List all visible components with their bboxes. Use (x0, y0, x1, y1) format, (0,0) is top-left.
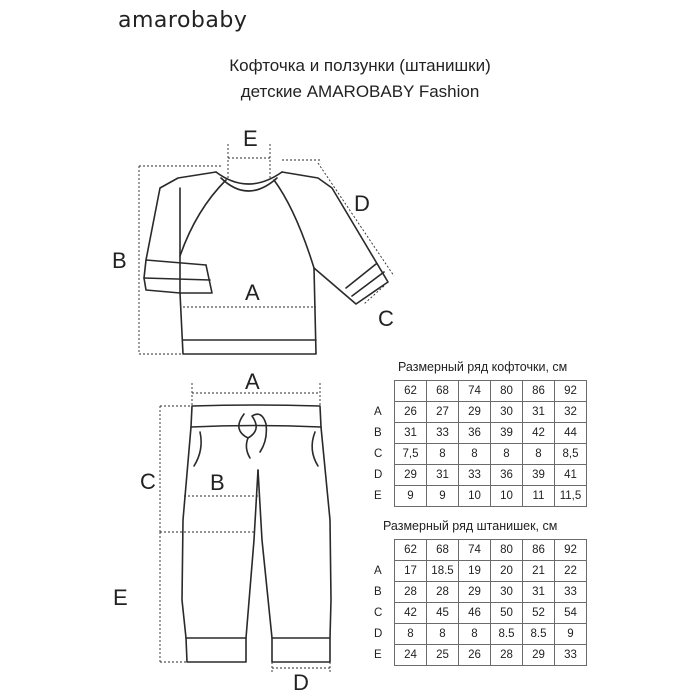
table-row (374, 402, 587, 423)
row-label: E (374, 490, 382, 502)
size-cell: 68 (427, 540, 459, 561)
label-top-E: E (243, 126, 258, 151)
value-cell: 11 (523, 486, 555, 507)
table-row (374, 645, 587, 666)
label-pants-D: D (293, 670, 309, 695)
row-label: D (374, 628, 383, 640)
value-cell: 33 (459, 465, 491, 486)
brand-logo: amarobaby (118, 8, 248, 33)
sweater-outline (144, 172, 388, 354)
value-cell: 10 (459, 486, 491, 507)
value-cell: 8.5 (523, 624, 555, 645)
table-row (374, 561, 587, 582)
row-label: C (374, 607, 383, 619)
value-cell: 8 (459, 624, 491, 645)
value-cell: 33 (555, 645, 587, 666)
size-cell: 62 (395, 540, 427, 561)
pants-table-caption: Размерный ряд штанишек, см (383, 519, 558, 533)
row-label: C (374, 448, 383, 460)
value-cell: 42 (523, 423, 555, 444)
label-pants-B: B (210, 470, 225, 495)
size-cell: 68 (427, 381, 459, 402)
row-label: B (374, 586, 382, 598)
title-line-2: детские AMAROBABY Fashion (240, 82, 480, 101)
value-cell: 21 (523, 561, 555, 582)
row-label: E (374, 649, 382, 661)
value-cell: 26 (459, 645, 491, 666)
size-cell: 92 (555, 381, 587, 402)
label-pants-A: A (245, 369, 260, 394)
pants-size-table (374, 539, 587, 666)
top-table-caption: Размерный ряд кофточки, см (398, 360, 568, 374)
value-cell: 52 (523, 603, 555, 624)
table-row (374, 603, 587, 624)
value-cell: 31 (395, 423, 427, 444)
value-cell: 8 (523, 444, 555, 465)
value-cell: 24 (395, 645, 427, 666)
value-cell: 30 (491, 582, 523, 603)
title-line-1: Кофточка и ползунки (штанишки) (229, 56, 491, 75)
label-top-D: D (354, 191, 370, 216)
table-row (374, 582, 587, 603)
value-cell: 7,5 (395, 444, 427, 465)
value-cell: 19 (459, 561, 491, 582)
size-cell: 92 (555, 540, 587, 561)
value-cell: 31 (523, 402, 555, 423)
value-cell: 29 (395, 465, 427, 486)
value-cell: 9 (427, 486, 459, 507)
size-cell: 62 (395, 381, 427, 402)
value-cell: 33 (427, 423, 459, 444)
table-row (374, 624, 587, 645)
size-cell: 80 (491, 381, 523, 402)
pants-outline (182, 405, 331, 662)
dim-top-D (318, 163, 394, 276)
value-cell: 28 (427, 582, 459, 603)
value-cell: 32 (555, 402, 587, 423)
value-cell: 41 (555, 465, 587, 486)
value-cell: 8 (427, 444, 459, 465)
value-cell: 42 (395, 603, 427, 624)
label-pants-C: C (140, 469, 156, 494)
label-top-B: B (112, 248, 127, 273)
value-cell: 39 (523, 465, 555, 486)
value-cell: 25 (427, 645, 459, 666)
table-row (374, 423, 587, 444)
value-cell: 36 (459, 423, 491, 444)
value-cell: 29 (459, 582, 491, 603)
value-cell: 8,5 (555, 444, 587, 465)
value-cell: 10 (491, 486, 523, 507)
value-cell: 44 (555, 423, 587, 444)
table-header-row (374, 381, 587, 402)
value-cell: 28 (491, 645, 523, 666)
value-cell: 22 (555, 561, 587, 582)
value-cell: 45 (427, 603, 459, 624)
value-cell: 17 (395, 561, 427, 582)
row-label: A (374, 565, 382, 577)
value-cell: 36 (491, 465, 523, 486)
row-label: A (374, 406, 382, 418)
top-size-table (374, 380, 587, 507)
value-cell: 8 (427, 624, 459, 645)
value-cell: 11,5 (555, 486, 587, 507)
value-cell: 31 (427, 465, 459, 486)
value-cell: 31 (523, 582, 555, 603)
size-cell: 86 (523, 381, 555, 402)
table-row (374, 465, 587, 486)
table-row (374, 486, 587, 507)
value-cell: 29 (459, 402, 491, 423)
value-cell: 18.5 (427, 561, 459, 582)
value-cell: 28 (395, 582, 427, 603)
label-top-A: A (245, 280, 260, 305)
value-cell: 8 (491, 444, 523, 465)
table-row (374, 444, 587, 465)
dim-top-C (364, 286, 384, 304)
row-label: D (374, 469, 383, 481)
label-top-C: C (378, 306, 394, 331)
value-cell: 29 (523, 645, 555, 666)
value-cell: 26 (395, 402, 427, 423)
size-cell: 86 (523, 540, 555, 561)
size-cell: 74 (459, 381, 491, 402)
value-cell: 27 (427, 402, 459, 423)
value-cell: 50 (491, 603, 523, 624)
row-label: B (374, 427, 382, 439)
value-cell: 30 (491, 402, 523, 423)
value-cell: 39 (491, 423, 523, 444)
value-cell: 33 (555, 582, 587, 603)
size-cell: 74 (459, 540, 491, 561)
value-cell: 9 (555, 624, 587, 645)
value-cell: 8 (459, 444, 491, 465)
value-cell: 54 (555, 603, 587, 624)
value-cell: 9 (395, 486, 427, 507)
value-cell: 20 (491, 561, 523, 582)
value-cell: 46 (459, 603, 491, 624)
table-header-row (374, 540, 587, 561)
value-cell: 8 (395, 624, 427, 645)
label-pants-E: E (113, 585, 128, 610)
value-cell: 8.5 (491, 624, 523, 645)
size-cell: 80 (491, 540, 523, 561)
